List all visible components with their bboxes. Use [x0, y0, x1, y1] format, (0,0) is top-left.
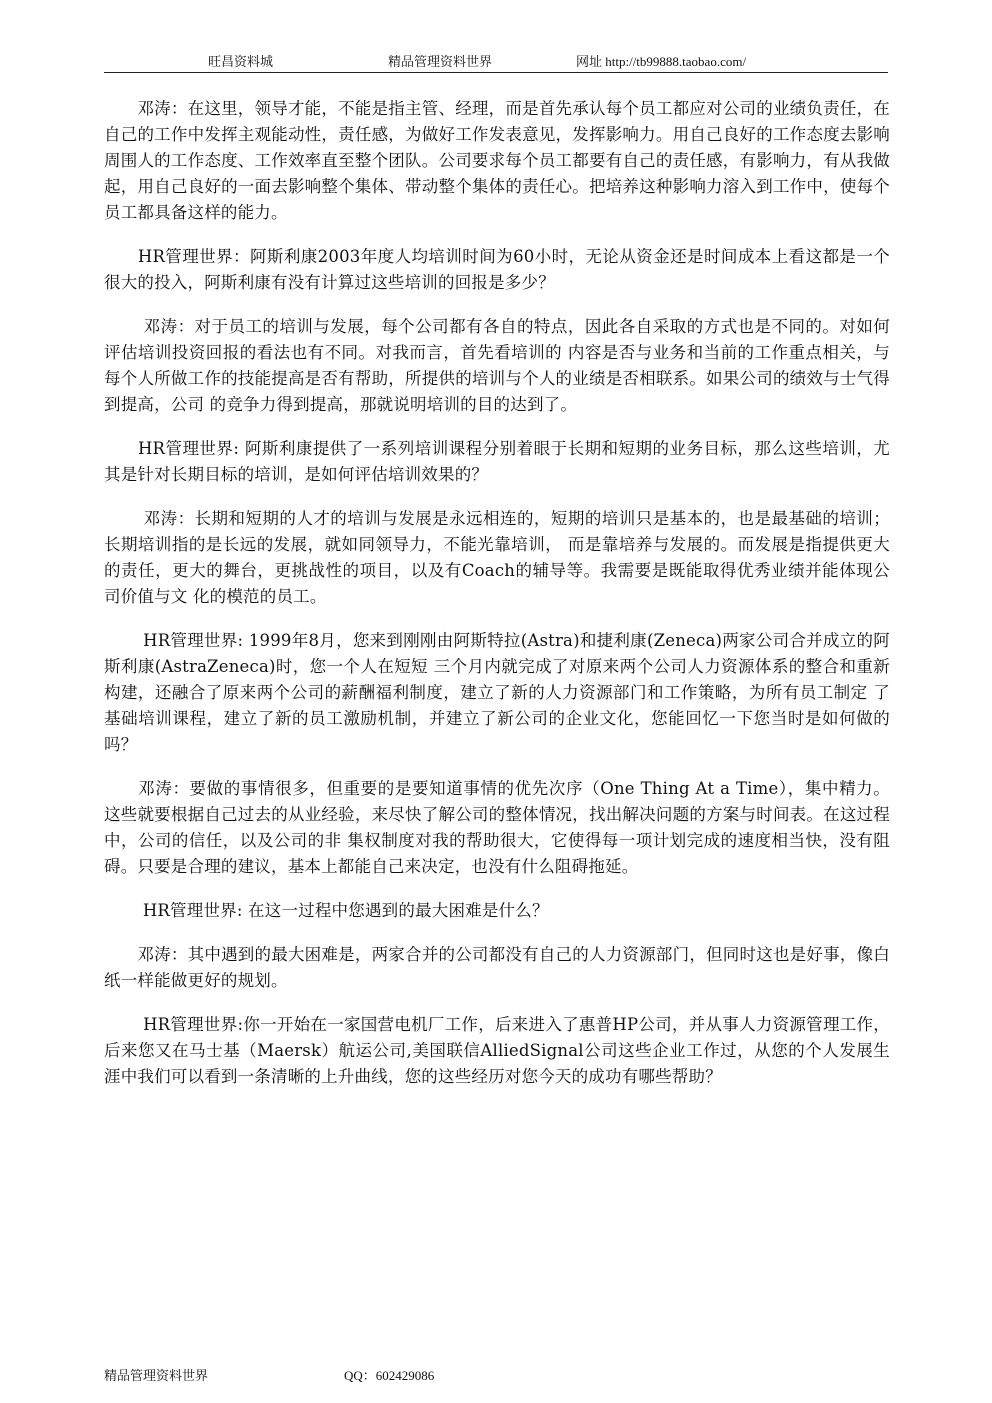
- paragraph: 邓涛：对于员工的培训与发展，每个公司都有各自的特点，因此各自采取的方式也是不同的。对如何评估培训投资回报的看法也有不同。对我而言，首先看培训的 内容是否与业务和当前的工作重点相关，与每个人所做工作的技能提高是否有帮助，所提供的培训与个人的业绩是否相联系。如果公司的绩效与士气得到提高，公司 的竞争力得到提高，那就说明培训的目的达到了。: [104, 317, 890, 414]
- paragraph: 邓涛：其中遇到的最大困难是，两家合并的公司都没有自己的人力资源部门，但同时这也是好事，像白纸一样能做更好的规划。: [104, 945, 890, 990]
- paragraph: HR管理世界: 1999年8月，您来到刚刚由阿斯特拉(Astra)和捷利康(Zeneca)两家公司合并成立的阿斯利康(AstraZeneca)时，您一个人在短短 三个月内就完成了对原来两个公司人力资源体系的整合和重新构建，还融合了原来两个公司的薪酬福利制度，建立了新的人力资源部门和工作策略，为所有员工制定 了基础培训课程，建立了新的员工激励机制，并建立了新公司的企业文化，您能回忆一下您当时是如何做的吗？: [104, 631, 890, 754]
- footer-qq-text: QQ：602429086: [344, 1368, 435, 1383]
- paragraph: 邓涛：长期和短期的人才的培训与发展是永远相连的，短期的培训只是基本的，也是最基础的培训；长期培训指的是长远的发展，就如同领导力，不能光靠培训， 而是靠培养与发展的。而发展是指提供更大的责任，更大的舞台，更挑战性的项目，以及有Coach的辅导等。我需要是既能取得优秀业绩并能体现公司价值与文 化的模范的员工。: [104, 509, 890, 606]
- page-header: [104, 52, 888, 73]
- paragraph: HR管理世界: 阿斯利康提供了一系列培训课程分别着眼于长期和短期的业务目标，那么这些培训，尤其是针对长期目标的培训，是如何评估培训效果的？: [104, 439, 890, 484]
- header-right-text: 网址 http://tb99888.taobao.com/: [576, 54, 747, 69]
- paragraph: 邓涛：在这里，领导才能，不能是指主管、经理，而是首先承认每个员工都应对公司的业绩负责任，在自己的工作中发挥主观能动性，责任感，为做好工作发表意见，发挥影响力。用自己良好的工作态度去影响周围人的工作态度、工作效率直至整个团队。公司要求每个员工都要有自己的责任感，有影响力，有从我做起，用自己良好的一面去影响整个集体、带动整个集体的责任心。把培养这种影响力溶入到工作中，使每个员工都具备这样的能力。: [104, 99, 890, 222]
- header-middle-text: 精品管理资料世界: [388, 54, 493, 69]
- paragraph: HR管理世界:你一开始在一家国营电机厂工作，后来进入了惠普HP公司，并从事人力资源管理工作，后来您又在马士基（Maersk）航运公司,美国联信AlliedSignal公司这些企业工作过，从您的个人发展生涯中我们可以看到一条清晰的上升曲线，您的这些经历对您今天的成功有哪些帮助？: [104, 1015, 890, 1086]
- paragraph: HR管理世界: 在这一过程中您遇到的最大困难是什么？: [104, 901, 549, 920]
- header-left-text: 旺昌资料城: [208, 54, 274, 69]
- footer-left-text: 精品管理资料世界: [104, 1368, 209, 1383]
- paragraph: HR管理世界：阿斯利康2003年度人均培训时间为60小时，无论从资金还是时间成本上看这都是一个很大的投入，阿斯利康有没有计算过这些培训的回报是多少？: [104, 247, 890, 292]
- document-body: [104, 96, 890, 1108]
- paragraph: 邓涛：要做的事情很多，但重要的是要知道事情的优先次序（One Thing At a Time），集中精力。这些就要根据自己过去的从业经验，来尽快了解公司的整体情况，找出解决问题的方案与时间表。在这过程中，公司的信任，以及公司的非 集权制度对我的帮助很大，它使得每一项计划完成的速度相当快，没有阻碍。只要是合理的建议，基本上都能自己来决定，也没有什么阻碍拖延。: [104, 779, 890, 876]
